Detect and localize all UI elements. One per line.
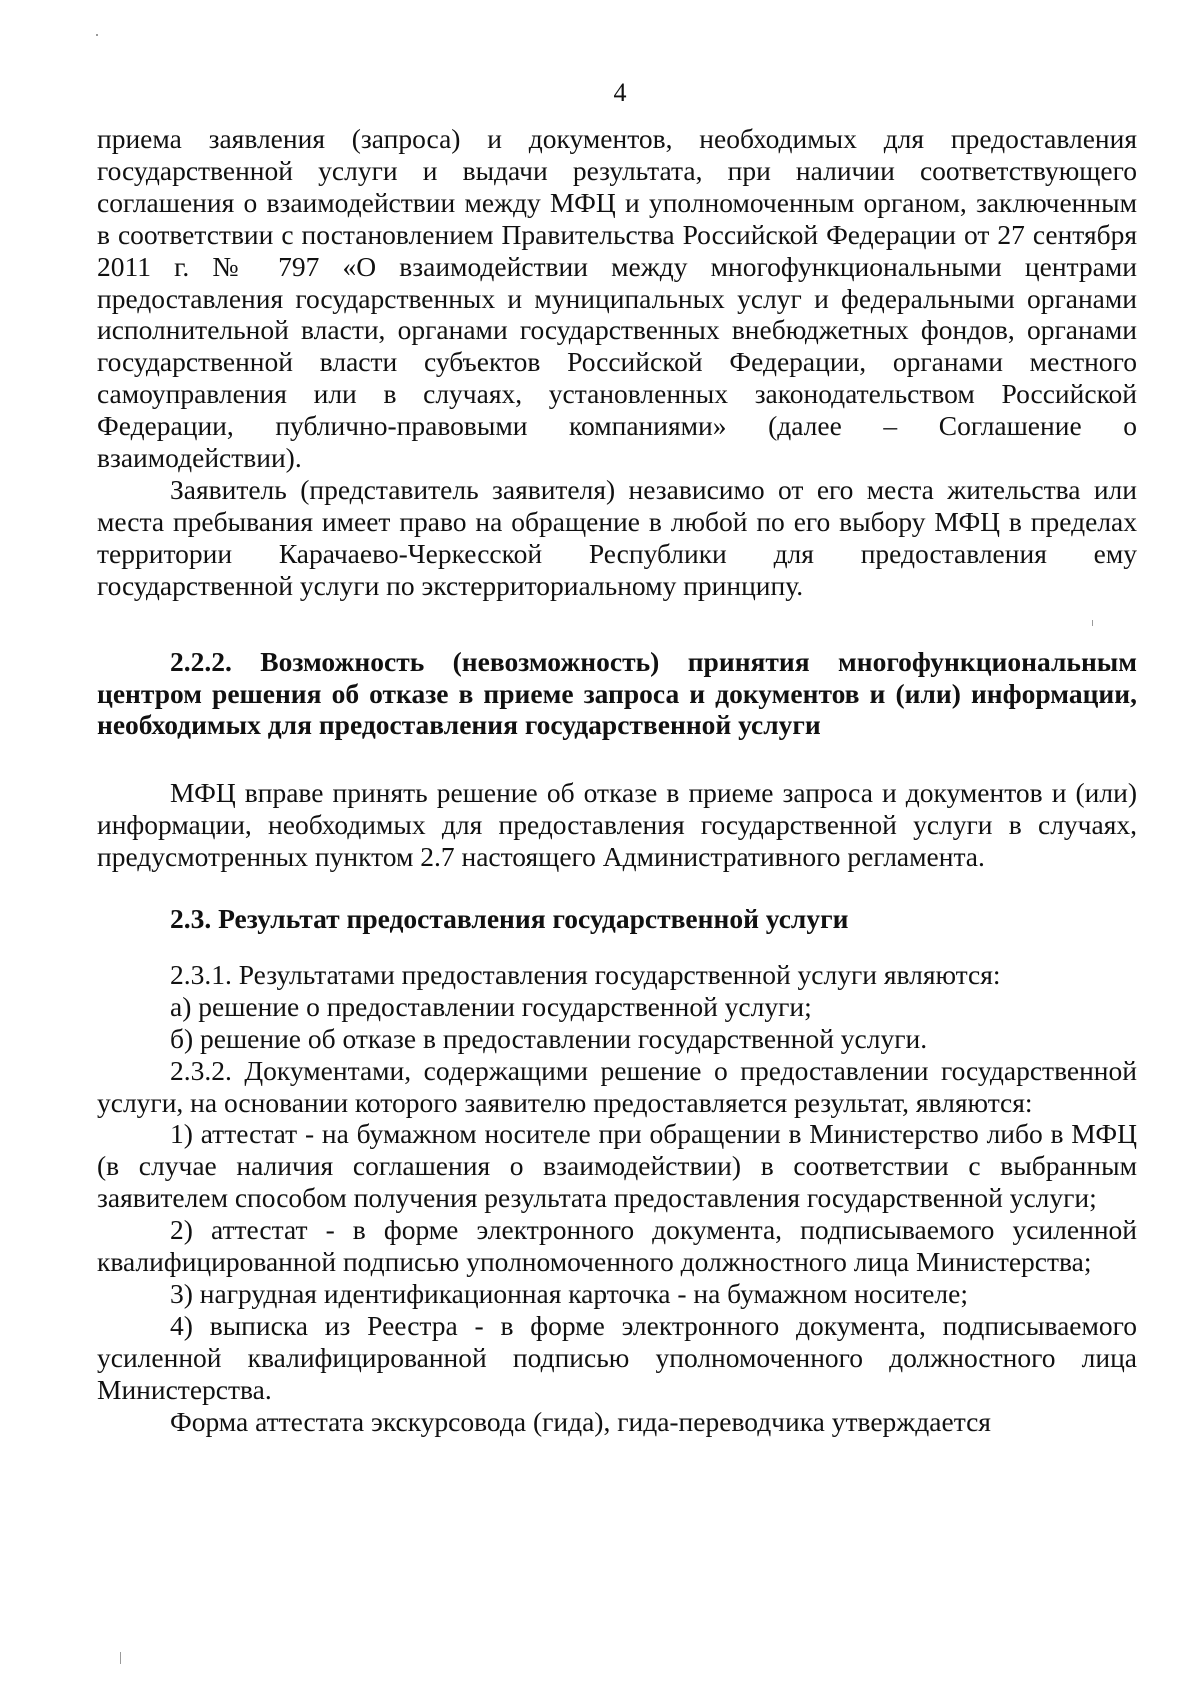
scan-speck xyxy=(96,34,98,36)
list-item-1: 1) аттестат - на бумажном носителе при обращении в Министерство либо в МФЦ (в случае наличия соглашения о взаимодействии) в соответствии с выбранным заявителем способом получения результата предоставления государственной услуги; xyxy=(97,1118,1137,1214)
paragraph-2-3-1: 2.3.1. Результатами предоставления государственной услуги являются: xyxy=(170,958,1001,990)
scan-speck xyxy=(120,1652,121,1664)
spacer xyxy=(97,602,1137,646)
spacer xyxy=(97,935,1137,959)
spacer xyxy=(97,741,1137,777)
list-item-2: 2) аттестат - в форме электронного документа, подписываемого усиленной квалифицированной подписью уполномоченного должностного лица Министерства; xyxy=(97,1214,1137,1278)
list-item-b: б) решение об отказе в предоставлении государственной услуги. xyxy=(170,1022,928,1054)
section-heading-2-3: 2.3. Результат предоставления государственной услуги xyxy=(170,903,849,935)
spacer xyxy=(97,873,1137,903)
list-item-a: а) решение о предоставлении государственной услуги; xyxy=(170,990,812,1022)
paragraph-agreement-continuation: приема заявления (запроса) и документов, необходимых для предоставления государственной услуги и выдачи результата, при наличии соответствующего соглашения о взаимодействии между МФЦ и уполномоченным органом, заключенным в соответствии с постановлением Правительства Российской Федерации от 27 сентября 2011 г. № 797 «О взаимодействии между многофункциональными центрами предоставления государственных и муниципальных услуг и федеральными органами исполнительной власти, органами государственных внебюджетных фондов, органами государственной власти субъектов Российской Федерации, органами местного самоуправления или в случаях, установленных законодательством Российской Федерации, публично-правовыми компаниями» (далее – Соглашение о взаимодействии). xyxy=(97,123,1137,474)
paragraph-mfc-refusal: МФЦ вправе принять решение об отказе в приеме запроса и документов и (или) информации, необходимых для предоставления государственной услуги в случаях, предусмотренных пунктом 2.7 настоящего Административного регламента. xyxy=(97,777,1137,873)
paragraph-extraterritorial: Заявитель (представитель заявителя) независимо от его места жительства или места пребывания имеет право на обращение в любой по его выбору МФЦ в пределах территории Карачаево-Черкесской Республики для предоставления ему государственной услуги по экстерриториальному принципу. xyxy=(97,473,1137,601)
list-item-4: 4) выписка из Реестра - в форме электронного документа, подписываемого усиленной квалифицированной подписью уполномоченного должностного лица Министерства. xyxy=(97,1309,1137,1405)
paragraph-certificate-form: Форма аттестата экскурсовода (гида), гида-переводчика утверждается xyxy=(170,1405,991,1437)
paragraph-2-3-2: 2.3.2. Документами, содержащими решение о предоставлении государственной услуги, на основании которого заявителю предоставляется результат, являются: xyxy=(97,1054,1137,1118)
page-number: 4 xyxy=(613,78,627,107)
list-item-3: 3) нагрудная идентификационная карточка - на бумажном носителе; xyxy=(170,1278,968,1309)
section-heading-2-2-2: 2.2.2. Возможность (невозможность) принятия многофункциональным центром решения об отказе в приеме запроса и документов и (или) информации, необходимых для предоставления государственной услуги xyxy=(97,645,1137,741)
scan-speck xyxy=(1092,620,1093,626)
document-body xyxy=(97,123,1137,1438)
